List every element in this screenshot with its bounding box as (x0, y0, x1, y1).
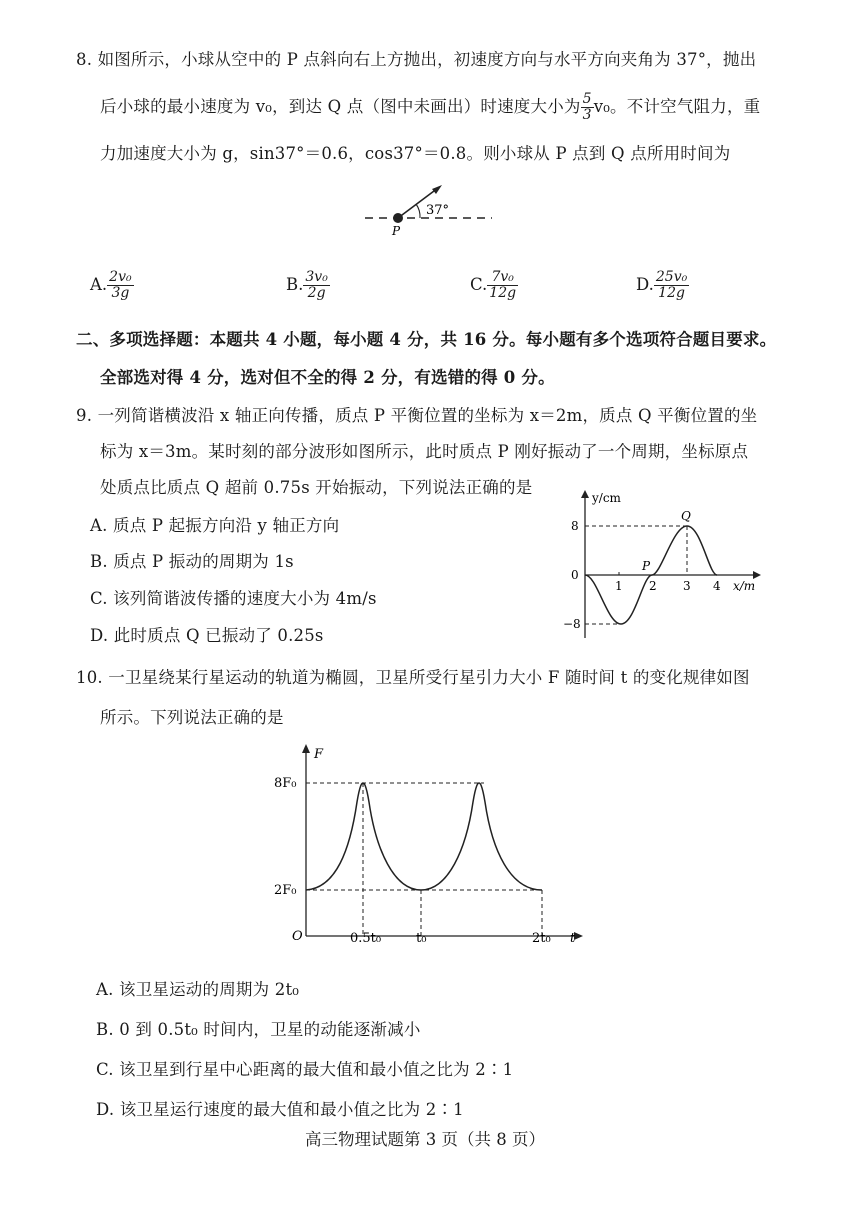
q9-option-c: C. 该列简谐波传播的速度大小为 4m/s (90, 589, 377, 608)
option-frac (303, 270, 329, 301)
option-frac (107, 270, 133, 301)
q8-line-1: 8. 如图所示，小球从空中的 P 点斜向右上方抛出，初速度方向与水平方向夹角为 37°，抛出 (76, 50, 757, 69)
tick-label-4: 4 (713, 579, 721, 593)
x-axis-arrow (574, 932, 583, 940)
q9-line-3: 处质点比质点 Q 超前 0.75s 开始振动，下列说法正确的是 (100, 478, 533, 497)
x-axis-label: x/m (733, 579, 756, 593)
option-frac (654, 270, 689, 301)
arrow-head (432, 185, 442, 194)
frac-den: 3 (582, 107, 592, 123)
q8-option-b (286, 270, 330, 301)
y-axis-label: y/cm (592, 491, 621, 505)
x-tick-half-t0: 0.5t₀ (350, 931, 382, 946)
frac-den: 2g (307, 285, 326, 301)
origin-label: 0 (571, 568, 579, 582)
frac-den: 12g (658, 285, 685, 301)
x-axis-label: t (570, 931, 576, 946)
x-axis-arrow (753, 571, 761, 579)
y-pos-label: 8 (571, 519, 579, 533)
page-footer: 高三物理试题第 3 页（共 8 页） (305, 1130, 545, 1149)
q8-option-c (470, 270, 518, 301)
point-q-label: Q (681, 509, 691, 523)
frac-num: 5 (582, 91, 592, 107)
point-p-label: P (642, 559, 651, 573)
q8-line-2-b: v₀。不计空气阻力，重 (593, 97, 761, 116)
q8-figure (360, 180, 500, 240)
q8-line-2-a: 后小球的最小速度为 v₀，到达 Q 点（图中未画出）时速度大小为 (100, 97, 581, 116)
q9-option-a: A. 质点 P 起振方向沿 y 轴正方向 (90, 516, 340, 535)
q10-line-2: 所示。下列说法正确的是 (100, 708, 284, 727)
frac-den: 3g (111, 285, 130, 301)
y-high-label: 8F₀ (274, 776, 297, 791)
section2-line-1: 二、多项选择题：本题共 4 小题，每小题 4 分，共 16 分。每小题有多个选项符合题目要求。 (76, 330, 777, 349)
force-curve (306, 783, 542, 890)
tick-label-3: 3 (683, 579, 691, 593)
option-letter: B. (286, 275, 304, 294)
q10-option-d: D. 该卫星运行速度的最大值和最小值之比为 2∶1 (96, 1100, 464, 1119)
frac-num: 7v₀ (487, 270, 518, 286)
option-letter: C. (470, 275, 488, 294)
angle-label: 37° (426, 203, 450, 218)
y-axis-arrow (302, 744, 310, 753)
option-letter: D. (636, 275, 654, 294)
origin-label: O (292, 929, 303, 944)
option-letter: A. (90, 275, 108, 294)
ball-p (393, 213, 403, 223)
y-axis-label: F (314, 747, 324, 762)
tick-label-2: 2 (649, 579, 657, 593)
section2-line-2: 全部选对得 4 分，选对但不全的得 2 分，有选错的得 0 分。 (100, 368, 555, 387)
q8-five-thirds (581, 92, 594, 123)
y-low-label: 2F₀ (274, 883, 297, 898)
x-tick-2t0: 2t₀ (532, 931, 551, 946)
option-frac (487, 270, 518, 301)
frac-den: 12g (489, 285, 517, 301)
q9-line-1: 9. 一列简谐横波沿 x 轴正向传播，质点 P 平衡位置的坐标为 x＝2m，质点 Q 平衡位置的坐 (76, 406, 758, 425)
q9-line-2: 标为 x＝3m。某时刻的部分波形如图所示，此时质点 P 刚好振动了一个周期，坐标原点 (100, 442, 749, 461)
q9-option-b: B. 质点 P 振动的周期为 1s (90, 552, 294, 571)
angle-arc (416, 204, 420, 218)
frac-num: 25v₀ (655, 269, 688, 285)
q10-option-b: B. 0 到 0.5t₀ 时间内，卫星的动能逐渐减小 (96, 1020, 421, 1039)
q10-option-a: A. 该卫星运动的周期为 2t₀ (96, 980, 300, 999)
q10-line-1: 10. 一卫星绕某行星运动的轨道为椭圆，卫星所受行星引力大小 F 随时间 t 的变化规律如图 (76, 668, 750, 687)
frac-num: 2v₀ (109, 269, 132, 285)
x-tick-t0: t₀ (416, 931, 427, 946)
point-p-label: P (392, 224, 401, 238)
q8-option-d (636, 270, 689, 301)
q8-option-a (90, 270, 134, 301)
y-neg-label: −8 (563, 617, 581, 631)
q8-line-3: 力加速度大小为 g，sin37°＝0.6，cos37°＝0.8。则小球从 P 点到 Q 点所用时间为 (100, 144, 731, 163)
q10-option-c: C. 该卫星到行星中心距离的最大值和最小值之比为 2∶1 (96, 1060, 514, 1079)
y-axis-arrow (581, 490, 589, 498)
q9-wave-graph (555, 488, 770, 638)
frac-num: 3v₀ (305, 269, 328, 285)
q9-option-d: D. 此时质点 Q 已振动了 0.25s (90, 626, 324, 645)
q8-line-2 (100, 92, 760, 123)
tick-label-1: 1 (615, 579, 623, 593)
q10-force-graph (270, 740, 600, 950)
